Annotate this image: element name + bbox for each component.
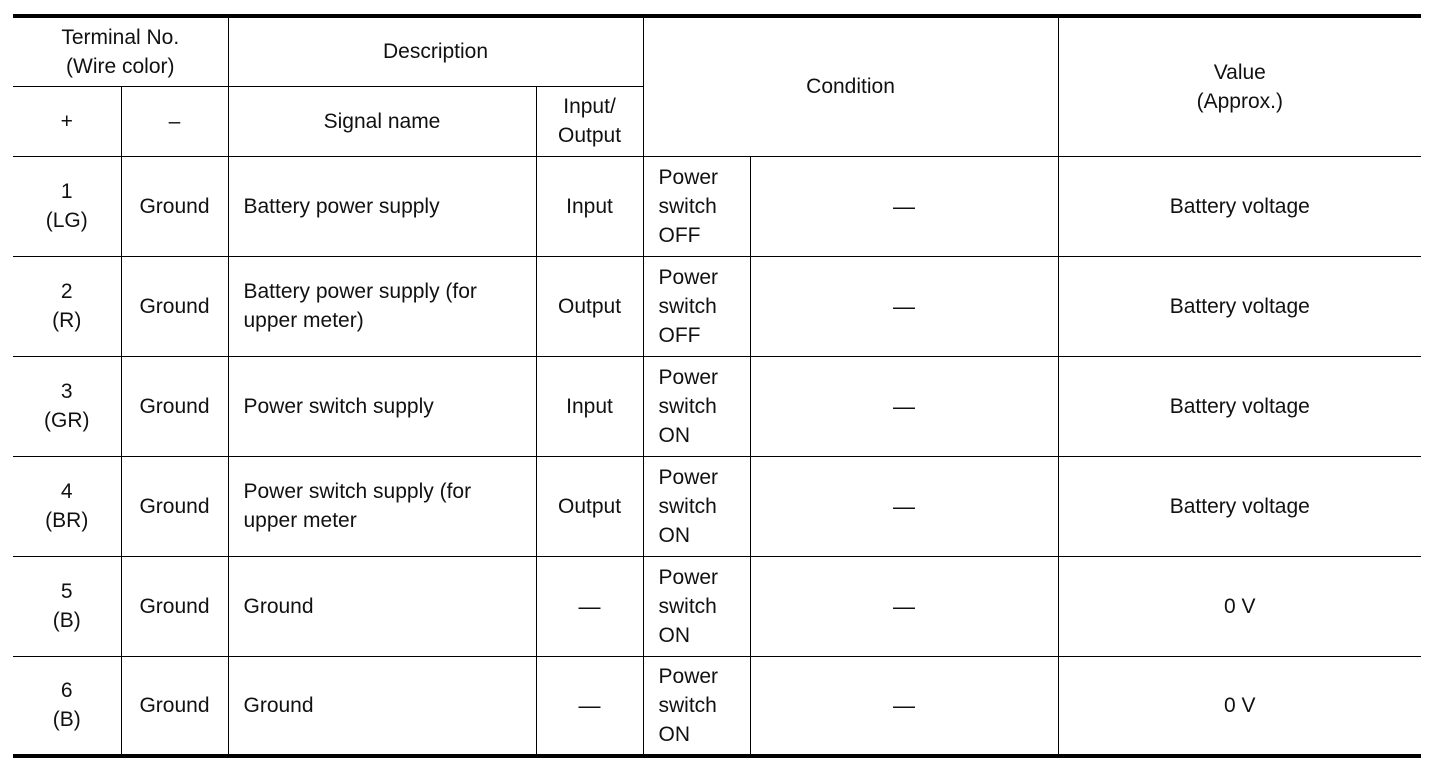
terminal-table-container	[13, 14, 1421, 758]
condition-line-3: OFF	[658, 323, 701, 347]
minus-header: –	[121, 86, 228, 156]
input-output-label-1: Input/	[563, 95, 616, 118]
condition-line-3: OFF	[658, 223, 701, 247]
signal-name-line-2: upper meter	[243, 509, 357, 532]
terminal-number: 4	[60, 480, 73, 503]
wire-color: (LG)	[45, 209, 88, 232]
terminal-number: 1	[60, 180, 73, 203]
terminal-minus-cell: Ground	[121, 356, 228, 456]
condition-line-2: switch	[658, 194, 717, 218]
signal-name-line-1: Battery power supply	[243, 194, 440, 218]
condition-line-2: switch	[658, 693, 717, 717]
condition-line-1: Power	[658, 465, 719, 489]
terminal-spec-table	[13, 14, 1421, 758]
terminal-number: 5	[60, 580, 73, 603]
signal-name-line-1: Battery power supply (for	[243, 280, 477, 303]
table-row	[13, 556, 1421, 656]
signal-name-header: Signal name	[228, 86, 536, 156]
condition-detail-cell: —	[750, 356, 1058, 456]
terminal-minus-cell: Ground	[121, 656, 228, 756]
wire-color-label: (Wire color)	[66, 54, 175, 78]
value-label: Value	[1213, 60, 1266, 84]
condition-line-3: ON	[658, 623, 691, 647]
input-output-cell: Output	[536, 456, 643, 556]
terminal-number: 6	[60, 679, 73, 703]
condition-detail-cell: —	[750, 556, 1058, 656]
signal-name-cell	[228, 156, 536, 256]
condition-line-1: Power	[658, 365, 719, 389]
terminal-plus-cell	[13, 256, 121, 356]
condition-line-1: Power	[658, 664, 719, 688]
terminal-minus-cell: Ground	[121, 556, 228, 656]
input-output-cell: —	[536, 656, 643, 756]
header-row-1	[13, 16, 1421, 86]
signal-name-line-1: Power switch supply	[243, 394, 434, 418]
value-cell: 0 V	[1058, 556, 1421, 656]
signal-name-cell	[228, 356, 536, 456]
value-cell: 0 V	[1058, 656, 1421, 756]
wire-color: (BR)	[45, 509, 89, 532]
input-output-cell: —	[536, 556, 643, 656]
value-cell: Battery voltage	[1058, 256, 1421, 356]
wire-color: (B)	[52, 708, 81, 732]
value-cell: Battery voltage	[1058, 456, 1421, 556]
description-header: Description	[228, 16, 643, 86]
condition-line-3: ON	[658, 523, 691, 547]
value-header	[1058, 16, 1421, 156]
condition-line-2: switch	[658, 394, 717, 418]
value-cell: Battery voltage	[1058, 356, 1421, 456]
value-cell: Battery voltage	[1058, 156, 1421, 256]
signal-name-cell	[228, 656, 536, 756]
condition-state-cell	[643, 456, 750, 556]
signal-name-line-1: Power switch supply (for	[243, 480, 472, 503]
condition-state-cell	[643, 556, 750, 656]
condition-line-2: switch	[658, 594, 717, 618]
signal-name-cell	[228, 456, 536, 556]
terminal-number: 3	[60, 380, 73, 403]
table-row	[13, 456, 1421, 556]
condition-line-2: switch	[658, 294, 717, 318]
input-output-cell: Input	[536, 356, 643, 456]
condition-state-cell	[643, 256, 750, 356]
condition-line-1: Power	[658, 165, 719, 189]
signal-name-line-1: Ground	[243, 594, 314, 618]
signal-name-cell	[228, 256, 536, 356]
terminal-minus-cell: Ground	[121, 456, 228, 556]
wire-color: (GR)	[44, 409, 90, 432]
condition-state-cell	[643, 656, 750, 756]
table-row	[13, 356, 1421, 456]
plus-header: +	[13, 86, 121, 156]
condition-state-cell	[643, 156, 750, 256]
table-row	[13, 156, 1421, 256]
terminal-minus-cell: Ground	[121, 256, 228, 356]
condition-line-1: Power	[658, 265, 719, 289]
table-row	[13, 656, 1421, 756]
condition-detail-cell: —	[750, 656, 1058, 756]
terminal-plus-cell	[13, 156, 121, 256]
terminal-minus-cell: Ground	[121, 156, 228, 256]
terminal-number: 2	[60, 280, 73, 303]
terminal-plus-cell	[13, 356, 121, 456]
input-output-header	[536, 86, 643, 156]
signal-name-line-2: upper meter)	[243, 309, 364, 332]
condition-detail-cell: —	[750, 256, 1058, 356]
condition-state-cell	[643, 356, 750, 456]
condition-detail-cell: —	[750, 156, 1058, 256]
terminal-plus-cell	[13, 456, 121, 556]
condition-header: Condition	[643, 16, 1058, 156]
terminal-plus-cell	[13, 656, 121, 756]
signal-name-line-1: Ground	[243, 693, 314, 717]
wire-color: (R)	[52, 309, 82, 332]
condition-line-3: ON	[658, 722, 691, 746]
condition-detail-cell: —	[750, 456, 1058, 556]
input-output-label-2: Output	[557, 124, 622, 147]
approx-label: (Approx.)	[1196, 89, 1283, 113]
signal-name-cell	[228, 556, 536, 656]
table-row	[13, 256, 1421, 356]
terminal-plus-cell	[13, 556, 121, 656]
input-output-cell: Input	[536, 156, 643, 256]
terminal-no-header	[13, 16, 228, 86]
condition-line-2: switch	[658, 494, 717, 518]
wire-color: (B)	[52, 609, 81, 632]
terminal-no-label: Terminal No.	[61, 25, 180, 49]
condition-line-3: ON	[658, 423, 691, 447]
input-output-cell: Output	[536, 256, 643, 356]
condition-line-1: Power	[658, 565, 719, 589]
